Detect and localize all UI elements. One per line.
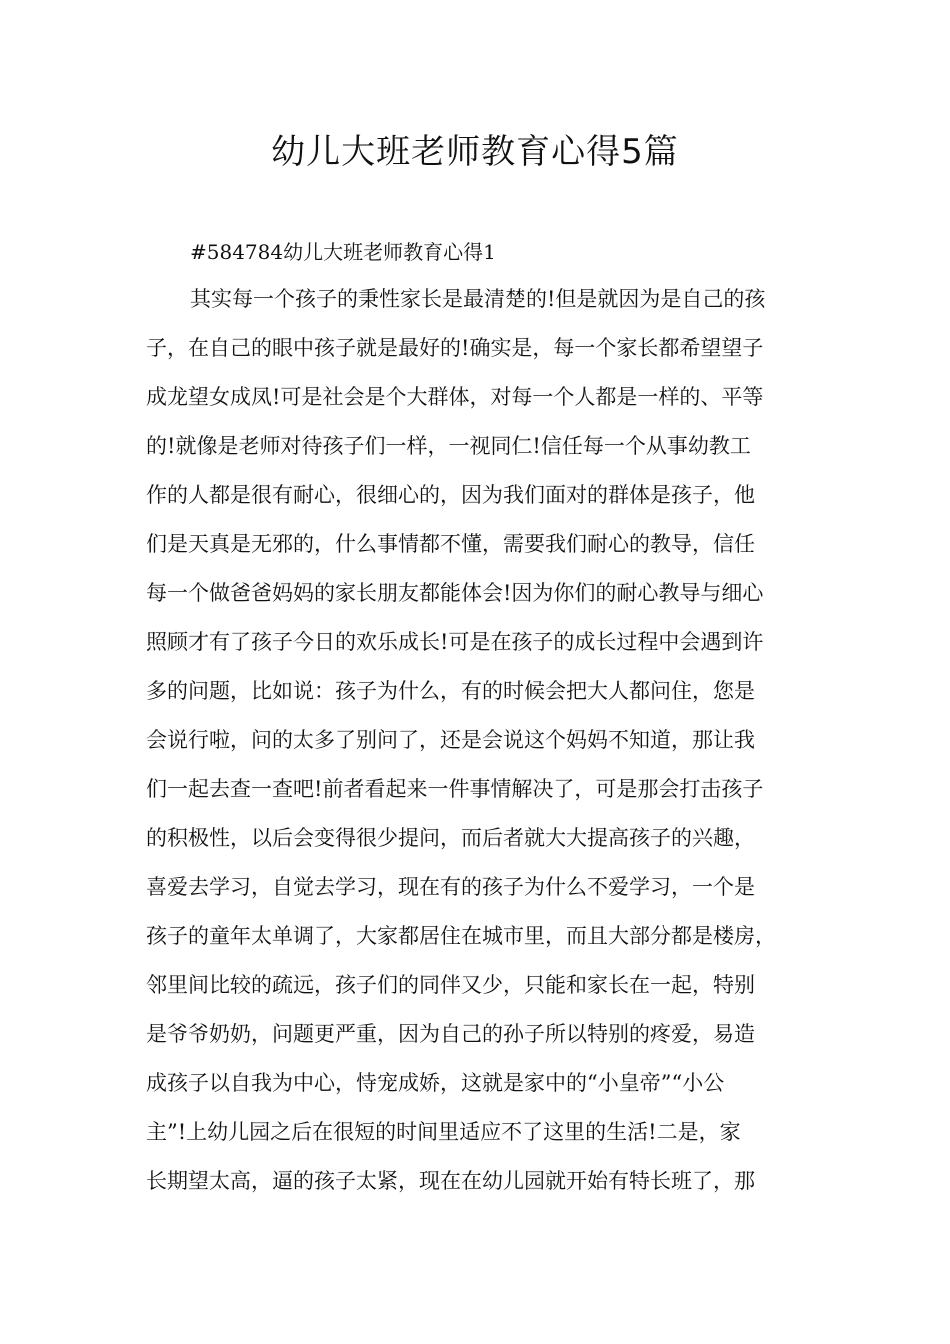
paragraph-line: 子，在自己的眼中孩子就是最好的!确实是，每一个家长都希望望子 bbox=[146, 336, 764, 360]
paragraph-line: 喜爱去学习，自觉去学习，现在有的孩子为什么不爱学习，一个是 bbox=[146, 875, 755, 899]
paragraph-line: 成孩子以自我为中心，恃宠成娇，这就是家中的“小皇帝”“小公 bbox=[146, 1071, 725, 1095]
paragraph-line: 孩子的童年太单调了，大家都居住在城市里，而且大部分都是楼房， bbox=[146, 924, 776, 948]
paragraph-line: 照顾才有了孩子今日的欢乐成长!可是在孩子的成长过程中会遇到许 bbox=[146, 630, 764, 654]
paragraph-line: 是爷爷奶奶，问题更严重，因为自己的孙子所以特别的疼爱，易造 bbox=[146, 1022, 755, 1046]
paragraph-line: 多的问题，比如说：孩子为什么，有的时候会把大人都问住，您是 bbox=[146, 679, 755, 703]
paragraph-line: 邻里间比较的疏远，孩子们的同伴又少，只能和家长在一起，特别 bbox=[146, 973, 755, 997]
paragraph-line: 每一个做爸爸妈妈的家长朋友都能体会!因为你们的耐心教导与细心 bbox=[146, 581, 764, 605]
paragraph-line: 的积极性，以后会变得很少提问，而后者就大大提高孩子的兴趣， bbox=[146, 826, 755, 850]
paragraph-line: 作的人都是很有耐心，很细心的，因为我们面对的群体是孩子，他 bbox=[146, 483, 755, 507]
paragraph-line: 们是天真是无邪的，什么事情都不懂，需要我们耐心的教导，信任 bbox=[146, 532, 755, 556]
paragraph-line: 会说行啦，问的太多了别问了，还是会说这个妈妈不知道，那让我 bbox=[146, 728, 755, 752]
document-title: 幼儿大班老师教育心得5篇 bbox=[271, 132, 679, 172]
paragraph-line: 长期望太高，逼的孩子太紧，现在在幼儿园就开始有特长班了，那 bbox=[146, 1169, 755, 1193]
paragraph-line: 们一起去查一查吧!前者看起来一件事情解决了，可是那会打击孩子 bbox=[146, 777, 764, 801]
paragraph-line: 主”!上幼儿园之后在很短的时间里适应不了这里的生活!二是，家 bbox=[146, 1120, 741, 1144]
paragraph-line: 成龙望女成凤!可是社会是个大群体，对每一个人都是一样的、平等 bbox=[146, 385, 764, 409]
paragraph-line: 的!就像是老师对待孩子们一样，一视同仁!信任每一个从事幼教工 bbox=[146, 434, 751, 458]
section-subtitle: #584784幼儿大班老师教育心得1 bbox=[190, 240, 496, 264]
paragraph-line: 其实每一个孩子的秉性家长是最清楚的!但是就因为是自己的孩 bbox=[190, 287, 766, 311]
